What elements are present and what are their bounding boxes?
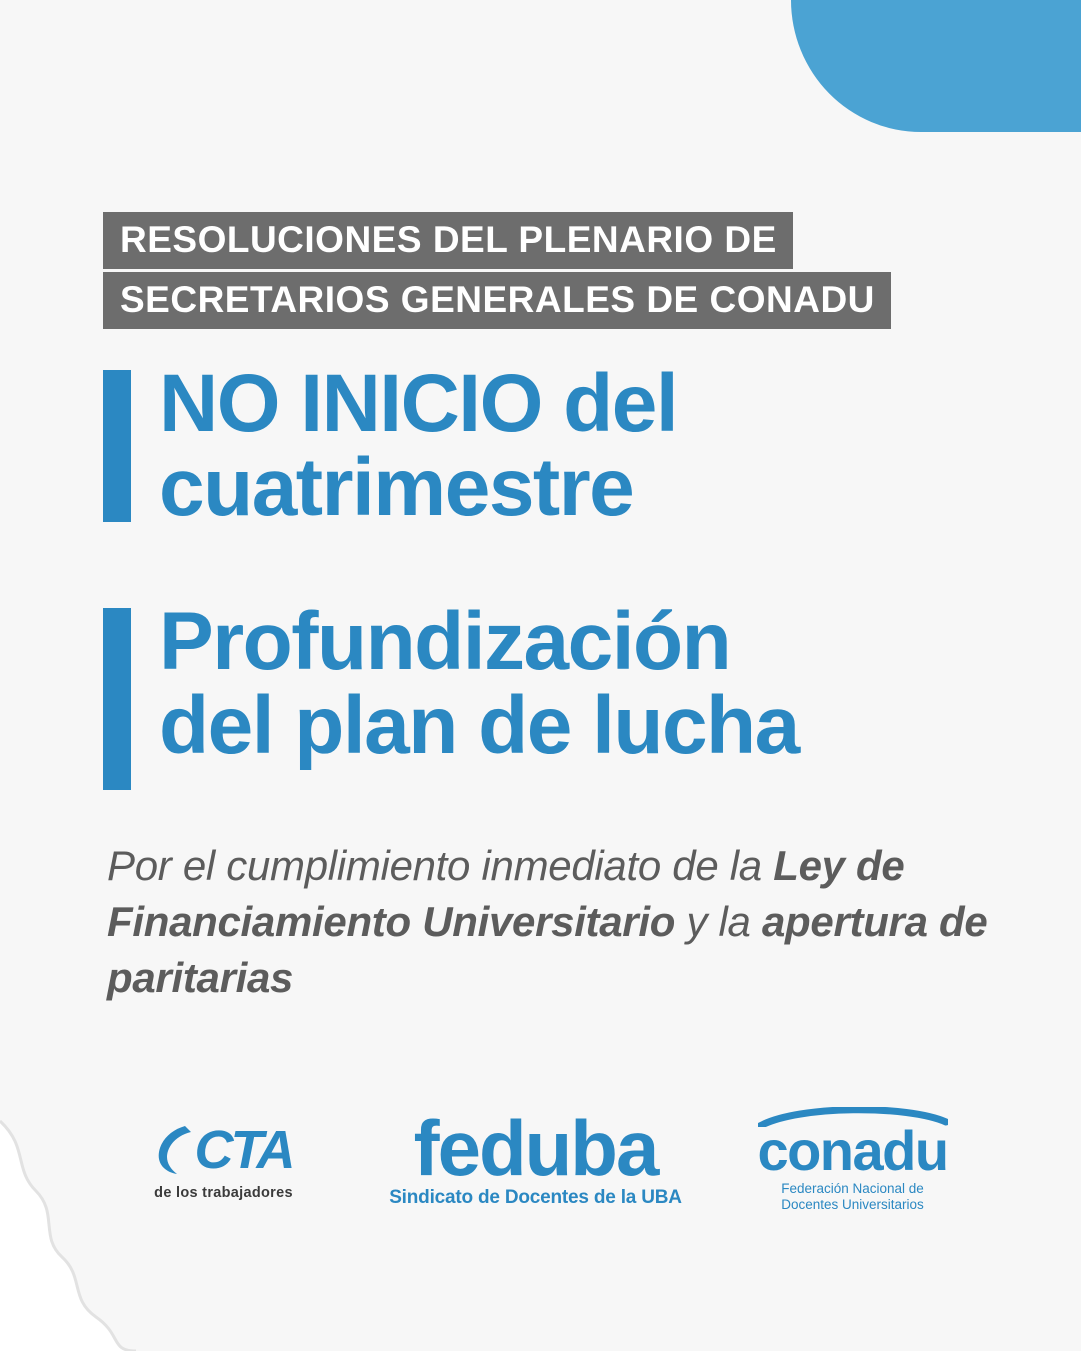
headline-1-line-2: cuatrimestre: [159, 442, 634, 534]
conadu-arc-icon: [748, 1107, 958, 1123]
headline-block-profundizacion: [103, 596, 799, 790]
subtitle-part-4: apertura de paritarias: [107, 897, 988, 1001]
feduba-tagline: Sindicato de Docentes de la UBA: [389, 1187, 682, 1209]
headline-text-2: [159, 596, 799, 790]
conadu-tagline-line-1: Federación Nacional de: [781, 1181, 924, 1197]
header-band: [103, 212, 993, 332]
headline-text-1: [159, 358, 678, 534]
cta-mark-icon: [124, 1119, 324, 1181]
accent-bar-icon: [103, 370, 131, 522]
corner-blue-shape: [791, 0, 1081, 132]
conadu-wordmark: conadu: [757, 1119, 948, 1183]
cta-wordmark: CTA: [194, 1120, 293, 1180]
headline-block-no-inicio: [103, 358, 678, 534]
cta-tagline: de los trabajadores: [154, 1185, 293, 1201]
accent-bar-icon: [103, 608, 131, 790]
conadu-tagline-line-2: Docentes Universitarios: [781, 1197, 924, 1212]
feduba-wordmark: feduba: [413, 1103, 658, 1192]
subtitle-part-1: Por el cumplimiento inmediato de la: [107, 842, 774, 889]
conadu-tagline: [748, 1181, 958, 1213]
headline-2-line-1: Profundización: [159, 596, 731, 687]
logo-conadu: [748, 1107, 958, 1213]
subtitle-text: [107, 838, 1007, 1006]
headline-2-line-2: del plan de lucha: [159, 680, 799, 772]
subtitle-part-3: y la: [686, 897, 762, 945]
header-line-2: SECRETARIOS GENERALES DE CONADU: [103, 272, 891, 329]
logo-cta: [124, 1119, 324, 1201]
logo-feduba: [386, 1103, 686, 1209]
logo-row: [0, 1090, 1081, 1230]
header-line-1: RESOLUCIONES DEL PLENARIO DE: [103, 212, 793, 269]
headline-1-line-1: NO INICIO del: [159, 358, 678, 449]
subtitle-part-2: Ley de Financiamiento Universitario: [107, 842, 905, 945]
